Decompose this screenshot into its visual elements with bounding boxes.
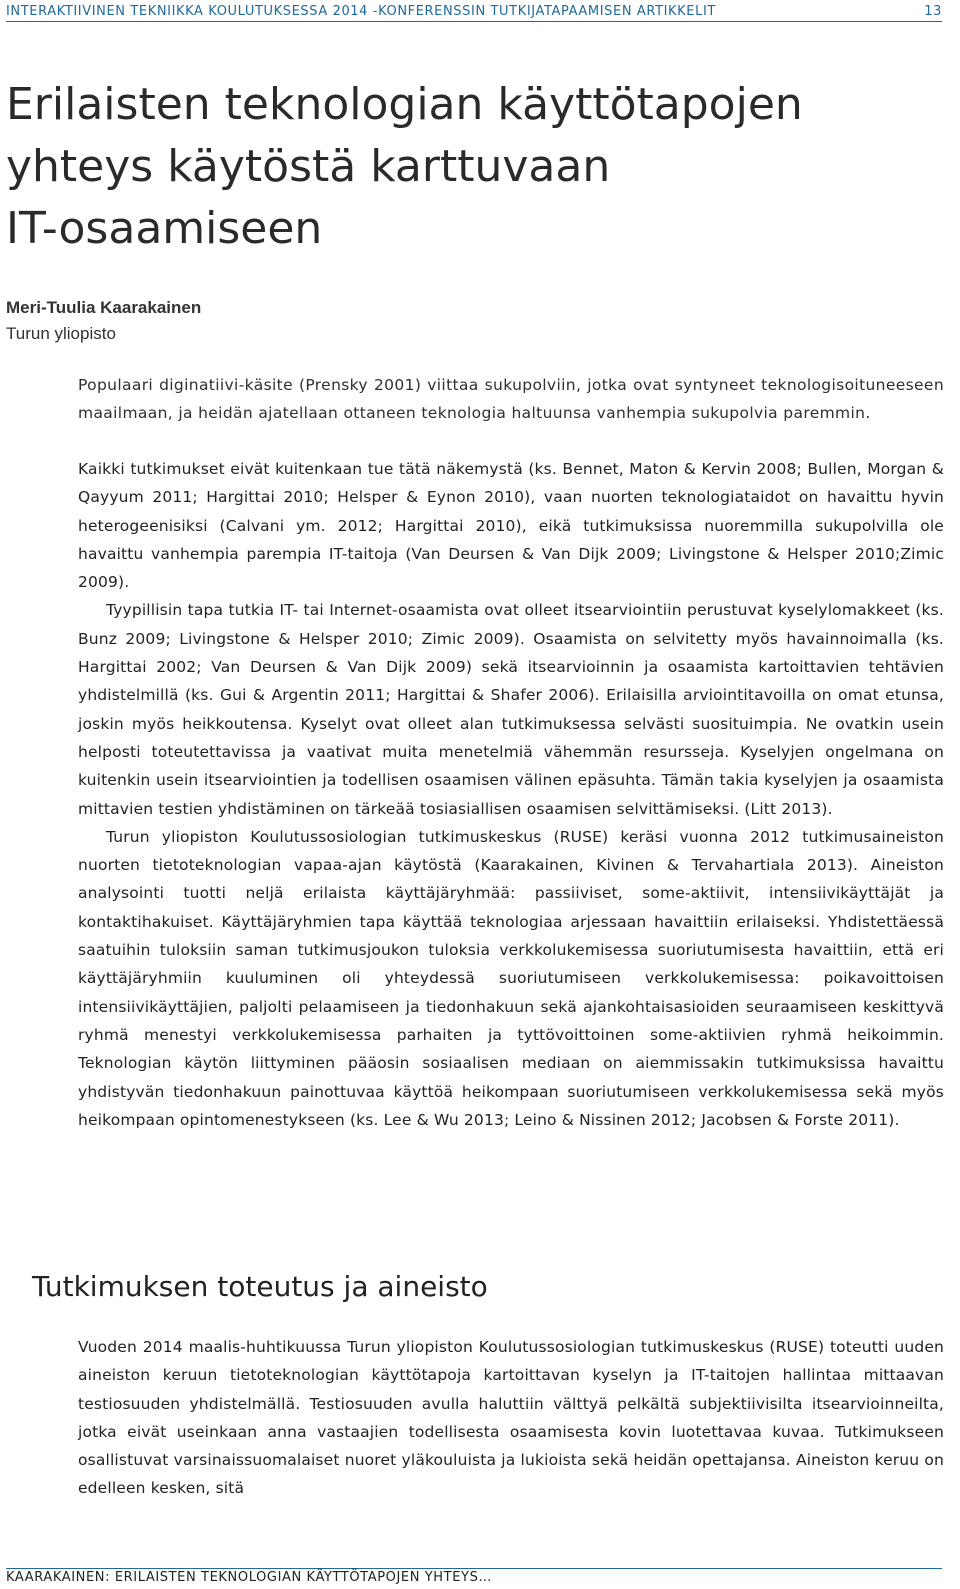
article-title (6, 74, 936, 260)
body-paragraph-2: Tyypillisin tapa tutkia IT- tai Internet-osaamista ovat olleet itsearviointiin perustuvat kyselylomakkeet (ks. Bunz 2009; Livingstone & Helsper 2010; Zimic 2009). Osaamista on selvitetty myös havainnoimalla (ks. Hargittai 2002; Van Deursen & Van Dijk 2009) sekä itsearvioinnin ja osaamista kartoittavien tehtävien yhdistelmillä (ks. Gui & Argentin 2011; Hargittai & Shafer 2006). Erilaisilla arviointitavoilla on omat etunsa, joskin myös heikkoutensa. Kyselyt ovat olleet alan tutkimuksessa selvästi suosituimpia. Ne ovatkin usein helposti toteutettavissa ja vaativat muita menetelmiä vähemmän resursseja. Kyselyjen ongelmana on kuitenkin usein itsearviointien ja todellisen osaamisen välinen epäsuhta. Tämän takia kyselyjen ja osaamista mittavien testien yhdistäminen on tärkeää tosiasiallisen osaamisen selvittämiseksi. (Litt 2013). (78, 601, 944, 818)
title-line-2: yhteys käytöstä karttuvaan (6, 141, 611, 192)
body-paragraph-3: Turun yliopiston Koulutussosiologian tutkimuskeskus (RUSE) keräsi vuonna 2012 tutkimusaineiston nuorten tietoteknologian vapaa-ajan käytöstä (Kaarakainen, Kivinen & Tervahartiala 2013). Aineiston analysointi tuotti neljä erilaista käyttäjäryhmää: passiiviset, some-aktiivit, intensiivikäyttäjät ja kontaktihakuiset. Käyttäjäryhmien tapa käyttää teknologiaa arjessaan havaittiin erilaiseksi. Yhdistettäessä saatuihin tuloksiin saman tutkimusjoukon tuloksia verkkolukemisessa suoriutumisesta havaittiin, että eri käyttäjäryhmiin kuuluminen oli yhteydessä suoriutumiseen verkkolukemisessa: poikavoittoisen intensiivikäyttäjien, paljolti pelaamiseen ja tiedonhakuun sekä ajankohtaisasioiden seuraamiseen keskittyvä ryhmä menestyi verkkolukemisessa parhaiten ja tyttövoittoinen some-aktiivien ryhmä heikoimmin. Teknologian käytön liittyminen pääosin sosiaalisen mediaan on aiemmissakin tutkimuksissa havaittu yhdistyvän tiedonhakuun painottuvaa käyttöä heikompaan suoriutumiseen verkkolukemisessa sekä myös heikompaan opintomenestykseen (ks. Lee & Wu 2013; Leino & Nissinen 2012; Jacobsen & Forste 2011). (78, 827, 944, 1129)
running-footer: KAARAKAINEN: ERILAISTEN TEKNOLOGIAN KÄYTTÖTAPOJEN YHTEYS… (6, 1570, 493, 1585)
page-number: 13 (924, 3, 942, 19)
running-header (6, 0, 942, 22)
section-paragraph: Vuoden 2014 maalis-huhtikuussa Turun yliopiston Koulutussosiologian tutkimuskeskus (RUSE) toteutti uuden aineiston keruun tietoteknologian käyttötapoja kartoittavan kyselyn ja IT-taitojen hallintaa mittaavan testiosuuden yhdistelmällä. Testiosuuden avulla haluttiin välttyä pelkältä subjektiivisilta itsearvioinneilta, jotka eivät useinkaan anna vastaajien todellisesta osaamisesta kovin luotettavaa kuvaa. Tutkimukseen osallistuvat varsinaissuomalaiset nuoret yläkouluista ja lukioista sekä heidän opettajansa. Aineiston keruu on edelleen kesken, sitä (78, 1338, 944, 1498)
abstract: Populaari diginatiivi-käsite (Prensky 2001) viittaa sukupolviin, jotka ovat syntyneet teknologisoituneeseen maailmaan, ja heidän ajatellaan ottaneen teknologia haltuunsa vanhempia sukupolvia paremmin. (78, 376, 944, 423)
title-line-1: Erilaisten teknologian käyttötapojen (6, 79, 803, 130)
body-text (78, 455, 944, 1134)
author-affiliation: Turun yliopisto (6, 324, 116, 343)
section-heading: Tutkimuksen toteutus ja aineisto (32, 1270, 488, 1303)
title-line-3: IT-osaamiseen (6, 203, 323, 254)
section-body (78, 1333, 944, 1503)
header-rule (6, 21, 942, 22)
author-name: Meri-Tuulia Kaarakainen (6, 298, 202, 317)
body-paragraph-1: Kaikki tutkimukset eivät kuitenkaan tue tätä näkemystä (ks. Bennet, Maton & Kervin 2008; Bullen, Morgan & Qayyum 2011; Hargittai 2010; Helsper & Eynon 2010), vaan nuorten teknologiataidot on havaittu hyvin heterogeenisiksi (Calvani ym. 2012; Hargittai 2010), eikä tutkimuksissa nuoremmilla sukupolvilla ole havaittu vanhempia parempia IT-taitoja (Van Deursen & Van Dijk 2009; Livingstone & Helsper 2010;Zimic 2009). (78, 460, 944, 592)
running-header-title: INTERAKTIIVINEN TEKNIIKKA KOULUTUKSESSA 2014 -KONFERENSSIN TUTKIJATAPAAMISEN ARTIKKELIT (6, 3, 716, 19)
